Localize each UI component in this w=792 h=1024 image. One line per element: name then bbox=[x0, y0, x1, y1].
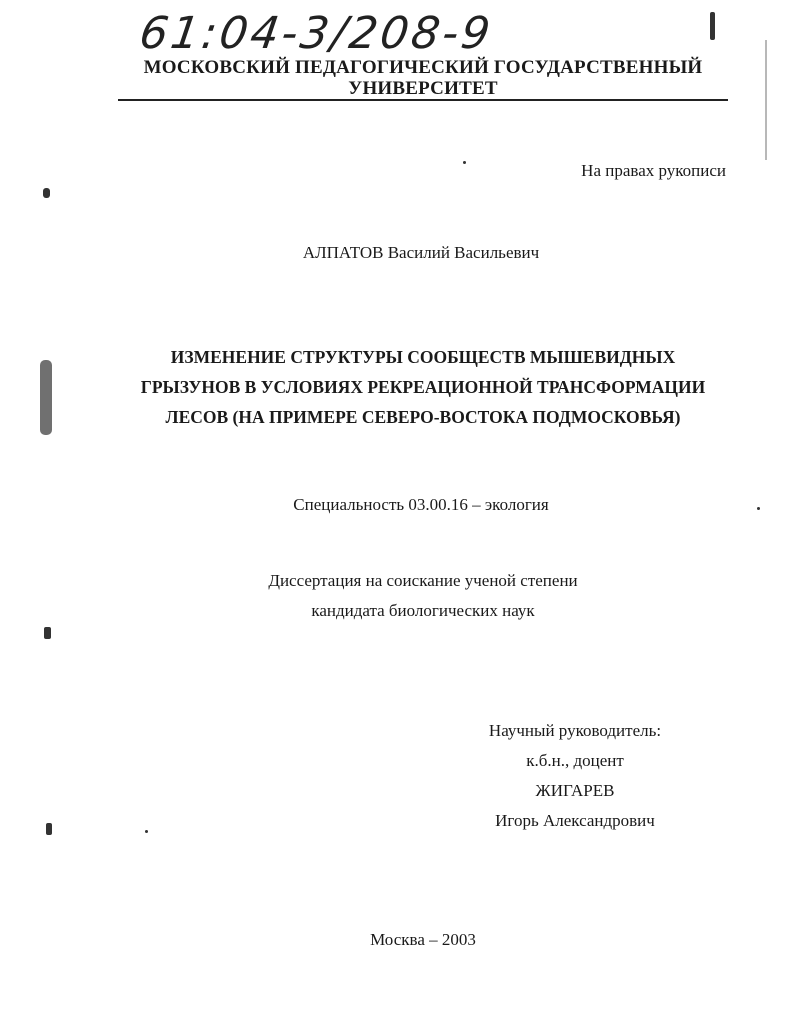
scan-artifact bbox=[44, 627, 51, 639]
scan-artifact bbox=[145, 830, 148, 833]
scan-artifact bbox=[757, 507, 760, 510]
university-name bbox=[118, 57, 728, 99]
scan-artifact bbox=[463, 161, 466, 164]
dissertation-degree bbox=[0, 566, 792, 626]
title-line-1: ИЗМЕНЕНИЕ СТРУКТУРЫ СООБЩЕСТВ МЫШЕВИДНЫХ bbox=[170, 347, 676, 367]
supervisor-label: Научный руководитель: bbox=[488, 721, 662, 740]
scan-artifact bbox=[765, 40, 767, 160]
scan-artifact bbox=[46, 823, 52, 835]
title-line-2: ГРЫЗУНОВ В УСЛОВИЯХ РЕКРЕАЦИОННОЙ ТРАНСФОРМАЦИИ bbox=[140, 377, 706, 397]
dissertation-line-2: кандидата биологических наук bbox=[311, 601, 535, 620]
city-year: Москва – 2003 bbox=[370, 930, 476, 949]
archive-code-handwritten: 61:04-3/208-9 bbox=[136, 8, 496, 59]
scan-artifact bbox=[43, 188, 50, 198]
supervisor-given-names: Игорь Александрович bbox=[495, 811, 655, 830]
specialty: Специальность 03.00.16 – экология bbox=[293, 495, 549, 514]
rights-note: На правах рукописи bbox=[581, 161, 726, 180]
university-line-2: УНИВЕРСИТЕТ bbox=[348, 78, 498, 99]
supervisor-block bbox=[460, 716, 690, 836]
header-divider bbox=[118, 99, 728, 101]
dissertation-line-1: Диссертация на соискание ученой степени bbox=[268, 571, 578, 590]
dissertation-title bbox=[100, 342, 746, 432]
scan-artifact bbox=[40, 360, 52, 435]
author-name: АЛПАТОВ Василий Васильевич bbox=[302, 243, 540, 262]
title-line-3: ЛЕСОВ (НА ПРИМЕРЕ СЕВЕРО-ВОСТОКА ПОДМОСКОВЬЯ) bbox=[165, 407, 681, 427]
supervisor-surname: ЖИГАРЕВ bbox=[535, 781, 615, 800]
scan-artifact bbox=[710, 12, 715, 40]
university-line-1: МОСКОВСКИЙ ПЕДАГОГИЧЕСКИЙ ГОСУДАРСТВЕННЫЙ bbox=[143, 57, 703, 78]
supervisor-degree: к.б.н., доцент bbox=[526, 751, 624, 770]
